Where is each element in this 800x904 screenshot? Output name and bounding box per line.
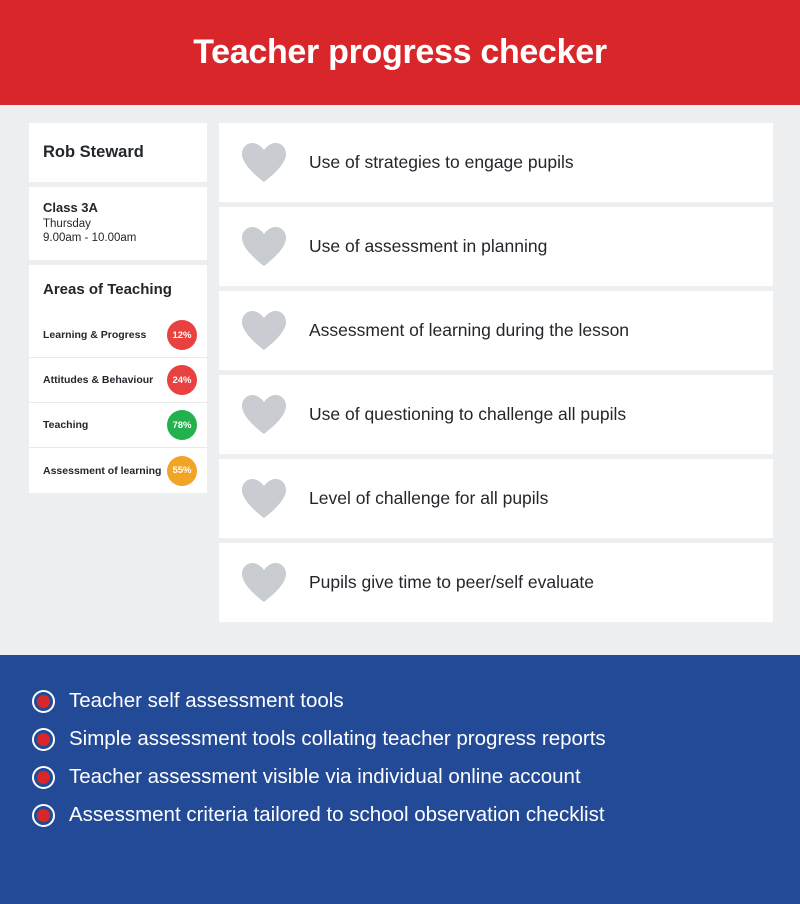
checklist bbox=[219, 123, 773, 655]
area-row[interactable] bbox=[29, 448, 207, 493]
heart-icon[interactable] bbox=[241, 226, 287, 268]
footer-item-label: Teacher self assessment tools bbox=[69, 689, 344, 712]
area-percentage-badge: 24% bbox=[167, 365, 197, 395]
area-label: Teaching bbox=[43, 419, 89, 432]
page-header bbox=[0, 0, 800, 105]
heart-icon[interactable] bbox=[241, 394, 287, 436]
footer-item bbox=[32, 727, 770, 751]
checklist-item[interactable] bbox=[219, 459, 773, 538]
areas-of-teaching-title: Areas of Teaching bbox=[43, 281, 172, 299]
areas-of-teaching-card bbox=[29, 265, 207, 493]
heart-icon[interactable] bbox=[241, 310, 287, 352]
footer-item bbox=[32, 765, 770, 789]
bullet-icon bbox=[32, 728, 55, 751]
checklist-item[interactable] bbox=[219, 375, 773, 454]
area-percentage-badge: 55% bbox=[167, 456, 197, 486]
area-percentage-badge: 12% bbox=[167, 320, 197, 350]
checklist-item[interactable] bbox=[219, 543, 773, 622]
bullet-icon bbox=[32, 690, 55, 713]
footer-item bbox=[32, 689, 770, 713]
page-title: Teacher progress checker bbox=[193, 33, 607, 71]
area-label: Attitudes & Behaviour bbox=[43, 374, 154, 387]
checklist-item[interactable] bbox=[219, 291, 773, 370]
area-row[interactable] bbox=[29, 313, 207, 358]
bullet-icon bbox=[32, 766, 55, 789]
bullet-icon bbox=[32, 804, 55, 827]
area-label: Assessment of learning bbox=[43, 464, 162, 477]
sidebar bbox=[29, 123, 207, 655]
footer-feature-list bbox=[0, 655, 800, 904]
heart-icon[interactable] bbox=[241, 478, 287, 520]
heart-icon[interactable] bbox=[241, 142, 287, 184]
footer-item bbox=[32, 803, 770, 827]
area-percentage-badge: 78% bbox=[167, 410, 197, 440]
checklist-item[interactable] bbox=[219, 207, 773, 286]
checklist-item-label: Assessment of learning during the lesson bbox=[309, 320, 630, 340]
heart-icon[interactable] bbox=[241, 562, 287, 604]
checklist-item-label: Pupils give time to peer/self evaluate bbox=[309, 572, 595, 592]
footer-item-label: Assessment criteria tailored to school observation checklist bbox=[69, 803, 605, 826]
area-row[interactable] bbox=[29, 358, 207, 403]
class-name: Class 3A bbox=[43, 200, 98, 215]
area-row[interactable] bbox=[29, 403, 207, 448]
class-day: Thursday bbox=[43, 217, 91, 230]
class-time: 9.00am - 10.00am bbox=[43, 232, 137, 245]
checklist-item-label: Use of questioning to challenge all pupils bbox=[309, 404, 627, 424]
checklist-item[interactable] bbox=[219, 123, 773, 202]
teacher-name-card bbox=[29, 123, 207, 182]
checklist-item-label: Level of challenge for all pupils bbox=[309, 488, 549, 508]
class-info-card bbox=[29, 187, 207, 260]
area-label: Learning & Progress bbox=[43, 329, 147, 342]
footer-item-label: Simple assessment tools collating teacher progress reports bbox=[69, 727, 606, 750]
footer-item-label: Teacher assessment visible via individual online account bbox=[69, 765, 581, 788]
main-content bbox=[0, 105, 800, 655]
checklist-item-label: Use of strategies to engage pupils bbox=[309, 152, 574, 172]
checklist-item-label: Use of assessment in planning bbox=[309, 236, 548, 256]
teacher-name: Rob Steward bbox=[43, 143, 144, 161]
